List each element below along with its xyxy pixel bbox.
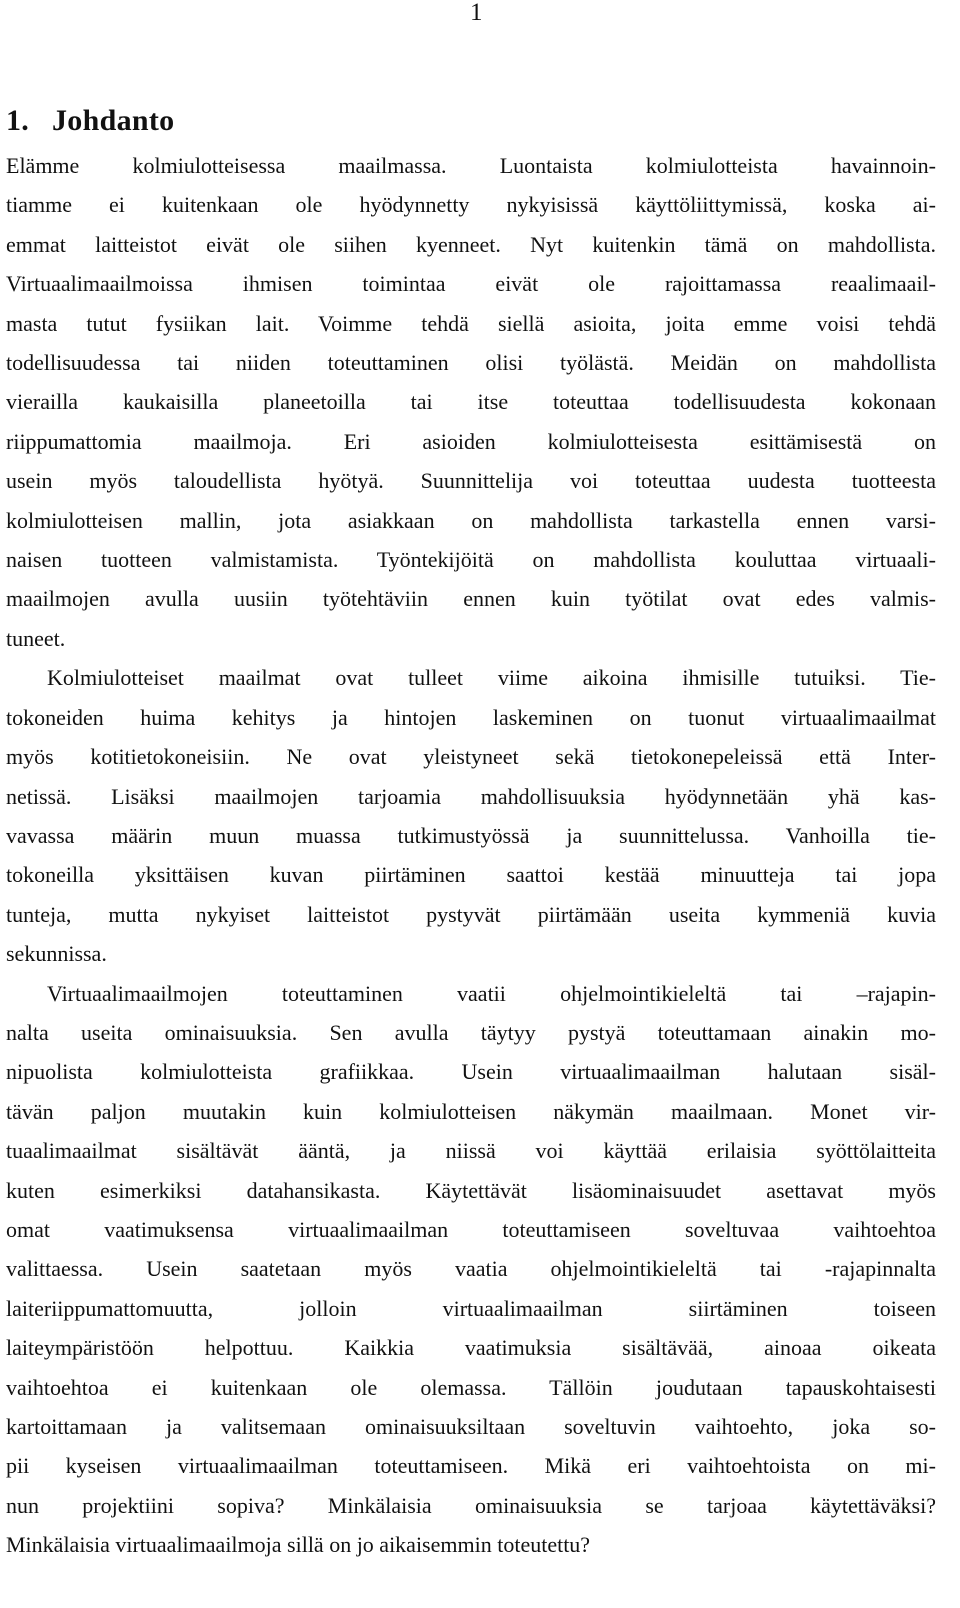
text-line: vaihtoehtoa ei kuitenkaan ole olemassa. Tällöin joudutaan tapauskohtaisesti [6,1374,936,1400]
text-line: Minkälaisia virtuaalimaailmoja sillä on jo aikaisemmin toteutettu? [6,1532,591,1558]
text-line: kartoittamaan ja valitsemaan ominaisuuksiltaan soveltuvin vaihtoehto, joka so- [6,1414,936,1439]
text-line: kolmiulotteisen mallin, jota asiakkaan on mahdollista tarkastella ennen varsi- [6,507,936,533]
text-line: Kolmiulotteiset maailmat ovat tulleet viime aikoina ihmisille tutuiksi. Tie- [47,665,936,691]
text-line: maailmojen avulla uusiin työtehtäviin ennen kuin työtilat ovat edes valmis- [6,586,936,612]
text-line: naisen tuotteen valmistamista. Työntekijöitä on mahdollista kouluttaa virtuaali- [6,547,936,573]
text-line: tuaalimaailmat sisältävät ääntä, ja niissä voi käyttää erilaisia syöttölaitteita [6,1138,936,1164]
text-line: vierailla kaukaisilla planeetoilla tai itse toteuttaa todellisuudesta kokonaan [6,389,936,415]
text-line: omat vaatimuksensa virtuaalimaailman toteuttamiseen soveltuvaa vaihtoehtoa [6,1216,936,1242]
text-line: kuten esimerkiksi datahansikasta. Käytettävät lisäominaisuudet asettavat myös [6,1177,936,1203]
text-line: tiamme ei kuitenkaan ole hyödynnetty nykyisissä käyttöliittymissä, koska ai- [6,192,936,218]
text-line: valittaessa. Usein saatetaan myös vaatia ohjelmointikieleltä tai -rajapinnalta [6,1256,936,1282]
text-line: laiteriippumattomuutta, jolloin virtuaalimaailman siirtäminen toiseen [6,1295,936,1321]
text-line: tävän paljon muutakin kuin kolmiulotteisen näkymän maailmaan. Monet vir- [6,1098,936,1124]
text-line: laiteympäristöön helpottuu. Kaikkia vaatimuksia sisältävää, ainoaa oikeata [6,1335,936,1361]
text-line: emmat laitteistot eivät ole siihen kyenneet. Nyt kuitenkin tämä on mahdollista. [6,231,936,257]
text-line: sekunnissa. [6,941,107,967]
text-line: myös kotitietokoneisiin. Ne ovat yleistyneet sekä tietokonepeleissä että Inter- [6,744,936,770]
text-line: pii kyseisen virtuaalimaailman toteuttamiseen. Mikä eri vaihtoehtoista on mi- [6,1453,936,1479]
paragraph [6,658,936,973]
section-heading [6,103,174,139]
text-line: masta tutut fysiikan lait. Voimme tehdä siellä asioita, joita emme voisi tehdä [6,310,936,336]
page-number: 1 [470,0,483,26]
text-line: tunteja, mutta nykyiset laitteistot pystyvät piirtämään useita kymmeniä kuvia [6,901,936,927]
text-line: todellisuudessa tai niiden toteuttaminen olisi työlästä. Meidän on mahdollista [6,350,936,376]
section-title: Johdanto [52,104,175,137]
text-line: nalta useita ominaisuuksia. Sen avulla täytyy pystyä toteuttamaan ainakin mo- [6,1019,936,1045]
paragraph [6,146,936,658]
text-line: Elämme kolmiulotteisessa maailmassa. Luontaista kolmiulotteista havainnoin- [6,153,936,178]
text-line: Virtuaalimaailmojen toteuttaminen vaatii ohjelmointikieleltä tai –rajapin- [47,980,936,1006]
text-line: nipuolista kolmiulotteista grafiikkaa. Usein virtuaalimaailman halutaan sisäl- [6,1059,936,1085]
text-line: nun projektiini sopiva? Minkälaisia ominaisuuksia se tarjoaa käytettäväksi? [6,1492,936,1518]
section-number: 1. [6,104,30,137]
text-line: Virtuaalimaailmoissa ihmisen toimintaa eivät ole rajoittamassa reaalimaail- [6,271,936,297]
text-line: tuneet. [6,625,66,651]
text-line: usein myös taloudellista hyötyä. Suunnittelija voi toteuttaa uudesta tuotteesta [6,468,936,494]
body-text [6,146,936,1565]
text-line: netissä. Lisäksi maailmojen tarjoamia mahdollisuuksia hyödynnetään yhä kas- [6,783,936,809]
text-line: tokoneiden huima kehitys ja hintojen laskeminen on tuonut virtuaalimaailmat [6,704,936,730]
text-line: tokoneilla yksittäisen kuvan piirtäminen saattoi kestää minuutteja tai jopa [6,862,936,888]
text-line: riippumattomia maailmoja. Eri asioiden kolmiulotteisesta esittämisestä on [6,428,936,454]
paragraph [6,974,936,1565]
text-line: vavassa määrin muun muassa tutkimustyössä ja suunnittelussa. Vanhoilla tie- [6,822,936,848]
